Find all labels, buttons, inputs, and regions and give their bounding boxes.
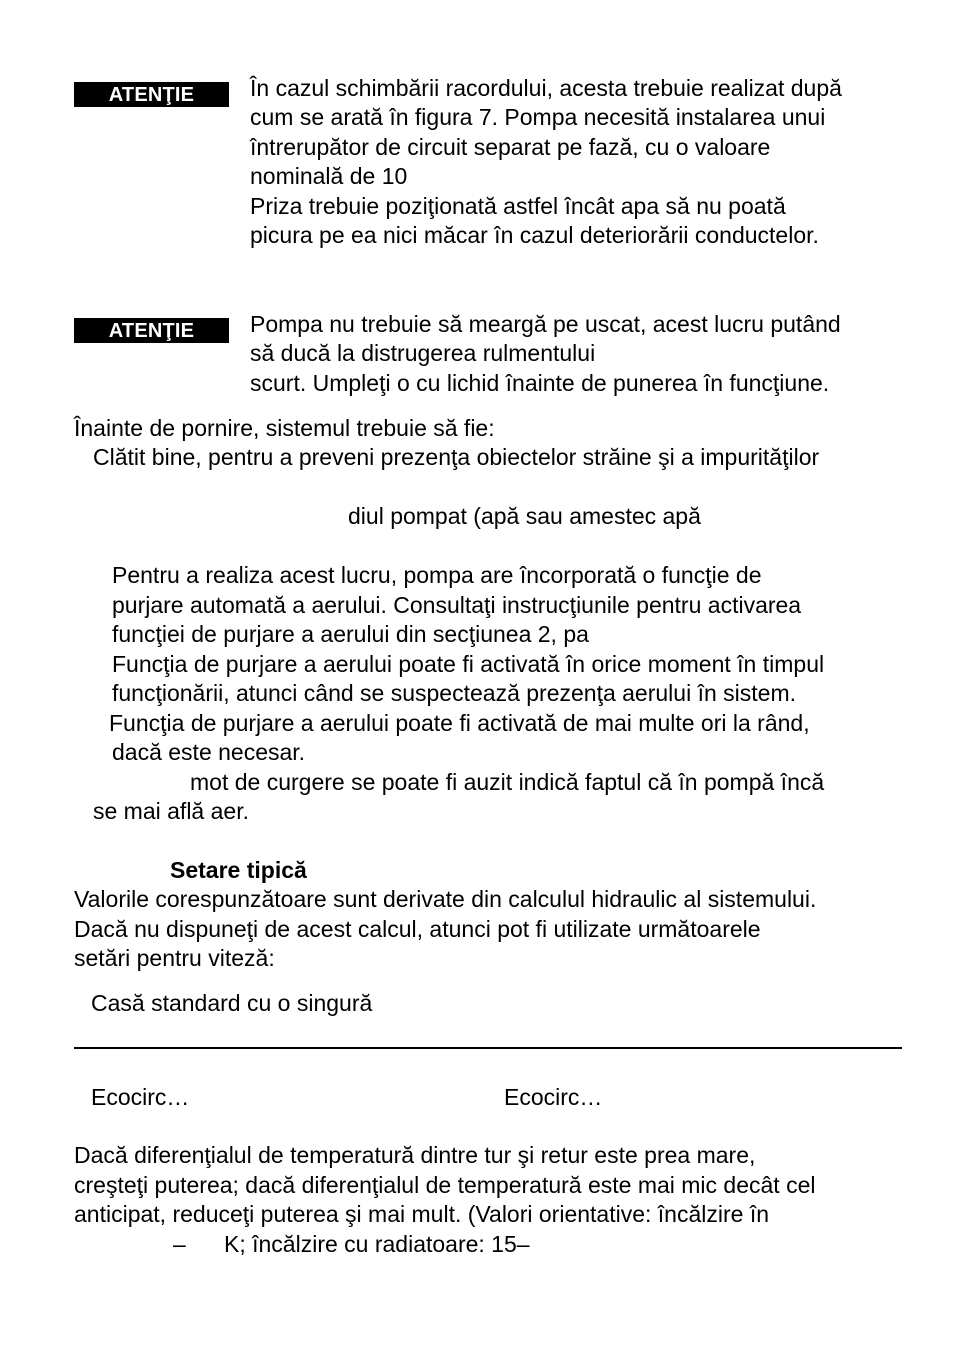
closing-text-line: anticipat, reduceţi puterea şi mai mult. (Valori orientative: încălzire în xyxy=(74,1201,769,1227)
table-divider xyxy=(74,1047,902,1049)
table-cell: Ecocirc… xyxy=(504,1084,603,1110)
warning-badge: ATENŢIE xyxy=(74,318,229,343)
warning-text-line: să ducă la distrugerea rulmentului xyxy=(250,340,596,366)
warning-text-line: Priza trebuie poziţionată astfel încât apa să nu poată xyxy=(250,193,786,219)
warning-badge: ATENŢIE xyxy=(74,82,229,107)
startup-intro: Înainte de pornire, sistemul trebuie să fie: xyxy=(74,415,495,441)
purge-text-line: funcţiei de purjare a aerului din secţiunea 2, pa xyxy=(112,621,589,647)
purge-text-line: Pentru a realiza acest lucru, pompa are încorporată o funcţie de xyxy=(112,562,762,588)
section-heading: Setare tipică xyxy=(170,857,307,883)
noise-text-line: se mai află aer. xyxy=(93,798,249,824)
purge-text-line: Funcţia de purjare a aerului poate fi activată în orice moment în timpul xyxy=(112,651,825,677)
closing-text-line: creşteţi puterea; dacă diferenţialul de temperatură este mai mic decât cel xyxy=(74,1172,816,1198)
warning-text-line: scurt. Umpleţi o cu lichid înainte de punerea în funcţiune. xyxy=(250,370,830,396)
purge-text-line: dacă este necesar. xyxy=(112,739,306,765)
setting-text-line: setări pentru viteză: xyxy=(74,945,275,971)
startup-item-fill: diul pompat (apă sau amestec apă xyxy=(348,503,701,529)
warning-text-line: întrerupător de circuit separat pe fază, cu o valoare xyxy=(250,134,771,160)
purge-text-line: Funcţia de purjare a aerului poate fi activată de mai multe ori la rând, xyxy=(109,710,810,736)
purge-text-line: purjare automată a aerului. Consultaţi instrucţiunile pentru activarea xyxy=(112,592,802,618)
closing-dash: – xyxy=(173,1231,186,1257)
noise-text-line: mot de curgere se poate fi auzit indică faptul că în pompă încă xyxy=(190,769,825,795)
setting-text-line: Valorile corespunzătoare sunt derivate din calculul hidraulic al sistemului. xyxy=(74,886,817,912)
closing-text-line: K; încălzire cu radiatoare: 15– xyxy=(224,1231,530,1257)
startup-item-flush: Clătit bine, pentru a preveni prezenţa obiectelor străine şi a impurităţilor xyxy=(93,444,820,470)
table-cell: Ecocirc… xyxy=(91,1084,190,1110)
setting-text-line: Dacă nu dispuneţi de acest calcul, atunci pot fi utilizate următoarele xyxy=(74,916,761,942)
warning-text-line: nominală de 10 xyxy=(250,163,408,189)
warning-text-line: cum se arată în figura 7. Pompa necesită instalarea unui xyxy=(250,104,826,130)
table-header: Casă standard cu o singură xyxy=(91,990,373,1016)
warning-text-line: picura pe ea nici măcar în cazul deteriorării conductelor. xyxy=(250,222,819,248)
closing-text-line: Dacă diferenţialul de temperatură dintre tur şi retur este prea mare, xyxy=(74,1142,756,1168)
warning-text-line: Pompa nu trebuie să meargă pe uscat, acest lucru putând xyxy=(250,311,841,337)
purge-text-line: funcţionării, atunci când se suspectează prezenţa aerului în sistem. xyxy=(112,680,796,706)
warning-text-line: În cazul schimbării racordului, acesta trebuie realizat după xyxy=(250,75,842,101)
